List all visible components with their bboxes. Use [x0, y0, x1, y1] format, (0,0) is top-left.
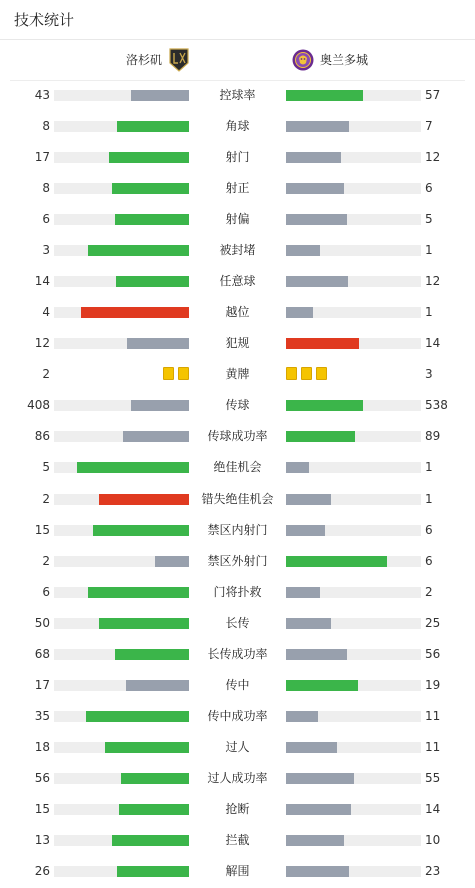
away-bar-track [286, 773, 421, 784]
away-value: 89 [425, 429, 441, 444]
away-value: 12 [425, 274, 441, 289]
home-value: 15 [34, 522, 50, 537]
stat-row [0, 298, 475, 329]
away-value: 56 [425, 646, 441, 661]
home-bar-track [54, 462, 189, 473]
home-value: 17 [34, 677, 50, 692]
away-value: 1 [425, 305, 433, 320]
away-value: 6 [425, 181, 433, 196]
away-bar-track [286, 183, 421, 194]
stat-row [0, 578, 475, 609]
home-value: 43 [34, 88, 50, 102]
away-bar-fill [286, 152, 341, 163]
home-bar-fill [93, 525, 189, 536]
away-bar-fill [286, 245, 320, 256]
home-bar-track [54, 307, 189, 318]
away-bar-fill [286, 618, 331, 629]
home-value: 6 [42, 584, 50, 599]
away-bar-fill [286, 804, 351, 815]
away-bar-fill [286, 556, 387, 567]
away-value: 14 [425, 336, 441, 351]
stat-label: 黄牌 [225, 367, 250, 382]
away-bar-fill [286, 680, 358, 691]
home-value: 3 [42, 243, 50, 258]
away-value: 1 [425, 491, 433, 506]
yellow-card-icon [286, 367, 297, 380]
away-bar-track [286, 680, 421, 691]
home-bar-fill [126, 680, 189, 691]
home-value: 56 [34, 770, 50, 785]
home-value: 2 [42, 553, 50, 568]
away-bar-track [286, 152, 421, 163]
home-bar-fill [105, 742, 189, 753]
away-bar-fill [286, 90, 363, 101]
away-value: 57 [425, 88, 441, 102]
home-bar-track [54, 649, 189, 660]
stat-row [0, 360, 475, 391]
stat-row [0, 453, 475, 484]
away-value: 11 [425, 708, 441, 723]
stat-label: 抢断 [225, 801, 250, 816]
stat-label: 射正 [225, 181, 250, 196]
home-value: 17 [34, 150, 50, 165]
yellow-card-icon [316, 367, 327, 380]
home-value: 18 [34, 739, 50, 754]
away-value: 19 [425, 677, 441, 692]
away-value: 6 [425, 553, 433, 568]
home-team-name: 洛杉矶 [126, 53, 163, 67]
home-bar-track [54, 835, 189, 846]
home-bar-fill [112, 835, 189, 846]
home-bar-track [54, 525, 189, 536]
away-value: 6 [425, 522, 433, 537]
home-value: 68 [34, 646, 50, 661]
stat-row [0, 81, 475, 112]
home-bar-fill [116, 276, 189, 287]
stat-row [0, 702, 475, 733]
home-value: 15 [34, 801, 50, 816]
away-team-name: 奥兰多城 [320, 53, 369, 67]
away-bar-fill [286, 276, 348, 287]
away-bar-track [286, 121, 421, 132]
home-value: 8 [42, 181, 50, 196]
away-value: 5 [425, 212, 433, 227]
stat-row [0, 516, 475, 547]
stat-label: 被封堵 [219, 243, 256, 258]
away-value: 11 [425, 739, 441, 754]
away-bar-track [286, 711, 421, 722]
home-bar-fill [155, 556, 189, 567]
home-bar-track [54, 587, 189, 598]
stat-label: 错失绝佳机会 [201, 491, 274, 506]
away-bar-track [286, 742, 421, 753]
home-bar-fill [109, 152, 189, 163]
home-bar-fill [117, 866, 189, 877]
home-yellow-cards [163, 367, 189, 380]
stat-label: 过人成功率 [207, 770, 268, 785]
stat-row [0, 329, 475, 360]
home-value: 86 [34, 429, 50, 444]
home-value: 35 [34, 708, 50, 723]
home-bar-track [54, 680, 189, 691]
away-bar-track [286, 90, 421, 101]
away-value: 538 [425, 398, 448, 413]
stat-label: 长传成功率 [207, 646, 268, 661]
away-value: 3 [425, 367, 433, 382]
stat-row [0, 391, 475, 422]
home-team[interactable] [126, 48, 190, 72]
away-value: 25 [425, 615, 441, 630]
home-bar-fill [99, 618, 189, 629]
home-bar-track [54, 400, 189, 411]
home-bar-track [54, 431, 189, 442]
home-value: 408 [27, 398, 50, 413]
home-bar-fill [88, 587, 189, 598]
teams-header [10, 40, 465, 81]
away-value: 1 [425, 243, 433, 258]
stat-label: 越位 [225, 305, 250, 320]
home-bar-fill [81, 307, 189, 318]
away-bar-track [286, 525, 421, 536]
stat-row [0, 826, 475, 857]
stat-label: 解围 [225, 864, 250, 878]
home-bar-track [54, 245, 189, 256]
home-bar-fill [112, 183, 189, 194]
away-bar-fill [286, 773, 354, 784]
home-bar-track [54, 711, 189, 722]
away-bar-track [286, 276, 421, 287]
stat-label: 长传 [225, 615, 250, 630]
yellow-card-icon [163, 367, 174, 380]
home-bar-track [54, 214, 189, 225]
away-bar-fill [286, 587, 320, 598]
stat-row [0, 640, 475, 671]
stat-row [0, 267, 475, 298]
away-bar-track [286, 587, 421, 598]
away-bar-track [286, 804, 421, 815]
away-value: 23 [425, 864, 441, 878]
home-bar-track [54, 152, 189, 163]
stat-label: 门将扑救 [213, 584, 262, 599]
stat-label: 传球 [225, 398, 250, 413]
home-bar-track [54, 90, 189, 101]
away-bar-track [286, 866, 421, 877]
stat-row [0, 764, 475, 795]
home-value: 50 [34, 615, 50, 630]
stat-label: 绝佳机会 [213, 460, 262, 475]
stat-label: 过人 [225, 739, 250, 754]
home-bar-track [54, 773, 189, 784]
away-bar-fill [286, 338, 359, 349]
home-bar-track [54, 276, 189, 287]
away-bar-track [286, 556, 421, 567]
home-bar-fill [131, 90, 189, 101]
home-value: 26 [34, 864, 50, 878]
away-bar-fill [286, 462, 309, 473]
lafc-shield-logo [168, 48, 190, 72]
away-team[interactable] [292, 48, 368, 72]
home-bar-track [54, 742, 189, 753]
away-bar-fill [286, 400, 363, 411]
stat-row [0, 547, 475, 578]
away-bar-track [286, 245, 421, 256]
stat-row [0, 485, 475, 516]
away-bar-track [286, 307, 421, 318]
home-bar-track [54, 121, 189, 132]
home-bar-fill [115, 649, 189, 660]
orlando-city-lion-logo [292, 48, 314, 72]
stat-row [0, 733, 475, 764]
home-bar-track [54, 183, 189, 194]
stat-row [0, 143, 475, 174]
stat-label: 禁区外射门 [207, 553, 268, 568]
away-value: 7 [425, 119, 433, 134]
away-bar-fill [286, 121, 349, 132]
away-bar-track [286, 431, 421, 442]
home-bar-fill [86, 711, 189, 722]
stat-label: 传中成功率 [207, 708, 268, 723]
stat-row [0, 795, 475, 826]
yellow-card-icon [301, 367, 312, 380]
home-value: 2 [42, 491, 50, 506]
stat-row [0, 422, 475, 453]
home-value: 2 [42, 367, 50, 382]
away-bar-track [286, 214, 421, 225]
away-bar-track [286, 835, 421, 846]
stat-label: 犯规 [225, 336, 250, 351]
home-bar-fill [127, 338, 189, 349]
home-value: 6 [42, 212, 50, 227]
stat-row [0, 174, 475, 205]
home-value: 13 [34, 832, 50, 847]
away-value: 55 [425, 770, 441, 785]
stat-label: 禁区内射门 [207, 522, 268, 537]
home-bar-fill [115, 214, 189, 225]
home-value: 14 [34, 274, 50, 289]
home-bar-track [54, 494, 189, 505]
stat-label: 传球成功率 [207, 429, 268, 444]
home-bar-fill [88, 245, 189, 256]
stat-label: 控球率 [219, 88, 256, 102]
away-bar-fill [286, 525, 325, 536]
away-bar-fill [286, 742, 337, 753]
away-bar-track [286, 649, 421, 660]
home-bar-fill [99, 494, 189, 505]
home-bar-track [54, 618, 189, 629]
away-yellow-cards [286, 367, 327, 380]
away-bar-track [286, 494, 421, 505]
away-bar-fill [286, 866, 349, 877]
away-value: 10 [425, 832, 441, 847]
away-bar-fill [286, 214, 347, 225]
stat-row [0, 671, 475, 702]
home-bar-fill [119, 804, 189, 815]
home-value: 5 [42, 460, 50, 475]
away-bar-fill [286, 431, 355, 442]
page-title: 技术统计 [0, 0, 475, 40]
home-bar-track [54, 866, 189, 877]
away-bar-fill [286, 649, 347, 660]
away-value: 1 [425, 460, 433, 475]
away-bar-fill [286, 711, 318, 722]
home-bar-fill [117, 121, 189, 132]
away-bar-fill [286, 307, 313, 318]
stat-label: 射偏 [225, 212, 250, 227]
stat-row [0, 112, 475, 143]
away-bar-track [286, 400, 421, 411]
away-bar-track [286, 338, 421, 349]
stat-row [0, 857, 475, 888]
away-bar-track [286, 462, 421, 473]
away-bar-fill [286, 183, 344, 194]
home-bar-fill [131, 400, 189, 411]
stat-row [0, 205, 475, 236]
yellow-card-icon [178, 367, 189, 380]
stat-label: 任意球 [219, 274, 256, 289]
home-bar-track [54, 556, 189, 567]
home-value: 8 [42, 119, 50, 134]
away-value: 14 [425, 801, 441, 816]
home-bar-fill [121, 773, 189, 784]
home-bar-fill [123, 431, 189, 442]
stat-label: 传中 [225, 677, 250, 692]
away-bar-fill [286, 835, 344, 846]
home-value: 4 [42, 305, 50, 320]
home-bar-fill [77, 462, 189, 473]
stat-row [0, 609, 475, 640]
home-bar-track [54, 804, 189, 815]
away-value: 12 [425, 150, 441, 165]
stat-label: 角球 [225, 119, 250, 134]
stat-label: 拦截 [225, 832, 250, 847]
away-bar-fill [286, 494, 331, 505]
away-bar-track [286, 618, 421, 629]
home-value: 12 [34, 336, 50, 351]
home-bar-track [54, 338, 189, 349]
away-value: 2 [425, 584, 433, 599]
stat-row [0, 236, 475, 267]
stat-label: 射门 [225, 150, 250, 165]
